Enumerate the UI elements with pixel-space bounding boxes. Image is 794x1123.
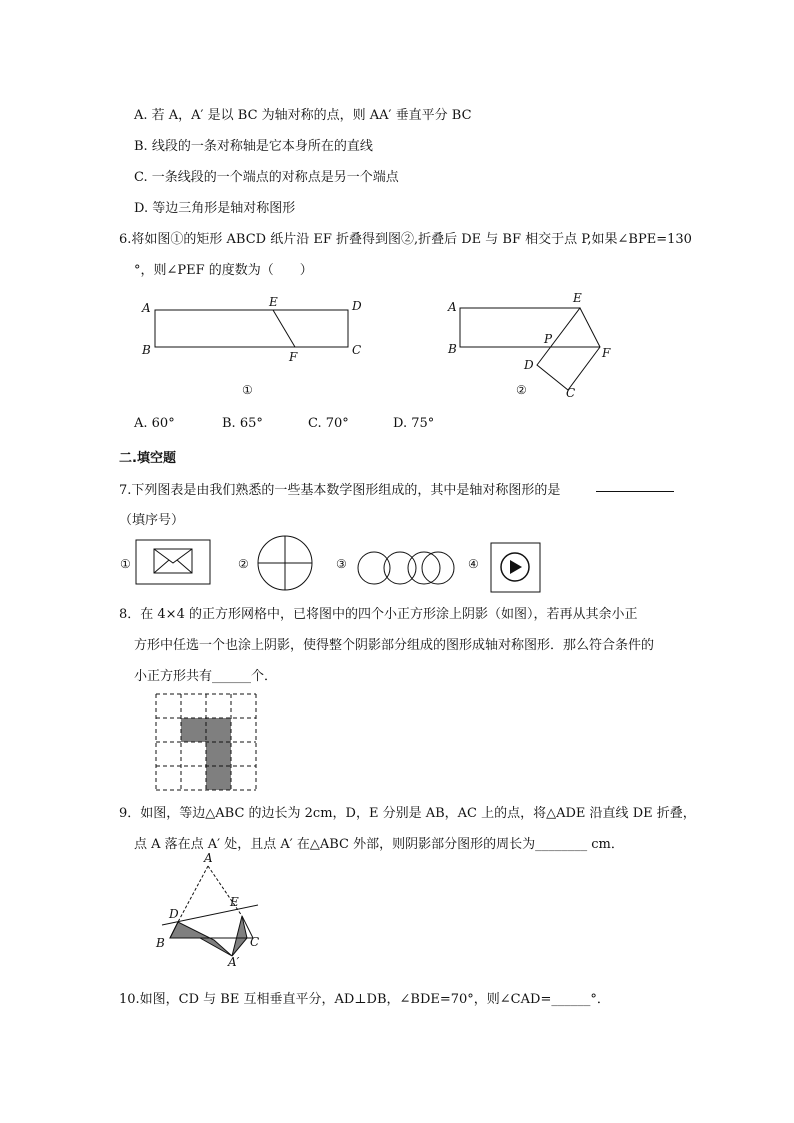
label-c: C [566,386,576,400]
label-a: A [204,851,213,865]
shaded-cell [206,742,231,766]
q10-line: 10.如图，CD 与 BE 互相垂直平分，AD⊥DB，∠BDE=70°，则∠CAD=______°． [119,992,610,1007]
fold-line-ef [273,310,295,347]
label-d: D [524,358,534,372]
marker-4: ④ [468,557,479,571]
q6-line2: °，则∠PEF 的度数为（ ） [134,263,313,278]
q7-answer-blank [596,491,674,492]
marker-2: ② [238,557,249,571]
q6-figure-2 [440,290,640,405]
label-d: D [169,907,179,921]
q5-option-b: B. 线段的一条对称轴是它本身所在的直线 [134,139,373,154]
q5-option-c: C. 一条线段的一个端点的对称点是另一个端点 [134,170,399,185]
q9-line2: 点 A 落在点 A′ 处，且点 A′ 在△ABC 外部，则阴影部分图形的周长为________ cm． [134,837,624,852]
figure-number-1: ① [242,383,253,397]
ring-2 [384,552,416,584]
q7-line2: （填序号） [119,513,185,528]
q6-option-a: A. 60° [134,416,175,431]
label-a: A [142,301,151,315]
shaded-left [170,922,232,956]
envelope-box [136,540,210,584]
label-a-prime: A′ [228,955,240,969]
label-f: F [602,346,611,360]
figure-number-2: ② [516,383,527,397]
q5-option-a: A. 若 A，A′ 是以 BC 为轴对称的点，则 AA′ 垂直平分 BC [134,108,472,123]
marker-1: ① [120,557,131,571]
rectangle-abcd [155,310,348,347]
label-d: D [352,299,362,313]
label-b: B [448,342,457,356]
label-e: E [230,895,239,909]
folded-part [537,308,600,390]
ring-4 [422,552,454,584]
label-c: C [250,935,260,949]
shaded-cell [206,718,231,742]
section-heading: 二.填空题 [119,451,176,466]
marker-3: ③ [336,557,347,571]
q8-line1: 8．在 4×4 的正方形网格中，已将图中的四个小正方形涂上阴影（如图），若再从其余小正 [119,607,638,622]
label-e: E [269,295,278,309]
q9-line1: 9．如图，等边△ABC 的边长为 2cm，D，E 分别是 AB，AC 上的点，将△ADE 沿直线 DE 折叠， [119,806,696,821]
q5-option-d: D. 等边三角形是轴对称图形 [134,201,296,216]
label-b: B [142,343,151,357]
label-b: B [156,936,165,950]
label-e: E [573,291,582,305]
shaded-cell [181,718,206,742]
ring-1 [358,552,390,584]
rectangle-part [460,308,600,347]
play-icon [510,560,522,574]
q8-line2: 方形中任选一个也涂上阴影，使得整个阴影部分组成的图形成轴对称图形．那么符合条件的 [134,638,655,653]
q9-figure [150,851,270,971]
label-a: A [448,300,457,314]
q6-option-c: C. 70° [308,416,349,431]
q6-figure-1 [130,290,370,400]
shaded-cell [206,766,231,790]
q6-line1: 6.将如图①的矩形 ABCD 纸片沿 EF 折叠得到图②,折叠后 DE 与 BF 相交于点 P,如果∠BPE=130 [119,232,692,247]
q8-grid [156,694,258,792]
q8-line3: 小正方形共有______个． [134,669,278,684]
label-f: F [289,350,298,364]
q7-line1: 7.下列图表是由我们熟悉的一些基本数学图形组成的，其中是轴对称图形的是 [119,483,561,498]
ring-3 [408,552,440,584]
q7-figures [118,536,548,596]
label-p: P [544,332,553,346]
label-c: C [352,343,362,357]
q6-option-b: B. 65° [222,416,263,431]
q6-option-d: D. 75° [393,416,435,431]
